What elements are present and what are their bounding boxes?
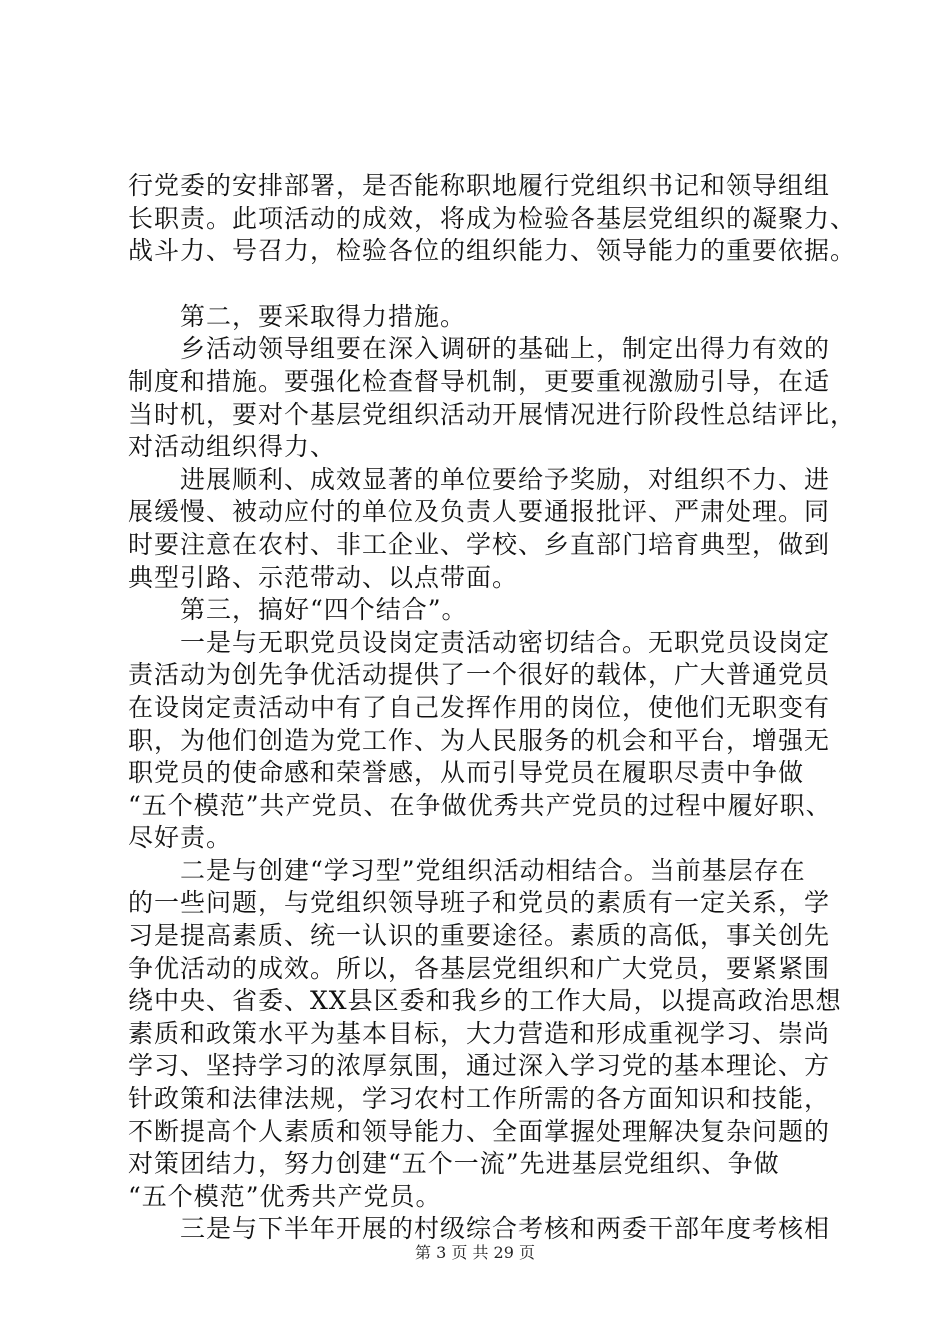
text-line: 争优活动的成效。所以，各基层党组织和广大党员，要紧紧围: [128, 953, 831, 983]
text-line: 素质和政策水平为基本目标，大力营造和形成重视学习、崇尚: [128, 1018, 831, 1048]
text-line: 当时机，要对个基层党组织活动开展情况进行阶段性总结评比，: [128, 399, 857, 429]
text-line: 制度和措施。要强化检查督导机制，更要重视激励引导，在适: [128, 366, 831, 396]
text-line: 进展顺利、成效显著的单位要给予奖励，对组织不力、进: [180, 464, 831, 494]
text-line: “五个模范”优秀共产党员。: [128, 1181, 442, 1211]
text-line: 绕中央、省委、XX县区委和我乡的工作大局，以提高政治思想: [128, 986, 842, 1016]
text-line: 对活动组织得力、: [128, 432, 337, 462]
section-heading: 第三，搞好“四个结合”。: [180, 595, 468, 625]
text-line: 二是与创建“学习型”党组织活动相结合。当前基层存在: [180, 855, 806, 885]
text-line: 行党委的安排部署，是否能称职地履行党组织书记和领导组组: [128, 171, 831, 200]
text-line: 习是提高素质、统一认识的重要途径。素质的高低，事关创先: [128, 921, 831, 951]
text-line: 一是与无职党员设岗定责活动密切结合。无职党员设岗定: [180, 627, 831, 657]
text-line: 尽好责。: [128, 823, 233, 853]
text-line: 的一些问题，与党组织领导班子和党员的素质有一定关系，学: [128, 888, 831, 918]
text-line: 不断提高个人素质和领导能力、全面掌握处理解决复杂问题的: [128, 1116, 831, 1146]
text-line: 展缓慢、被动应付的单位及负责人要通报批评、严肃处理。同: [128, 497, 831, 527]
text-line: 乡活动领导组要在深入调研的基础上，制定出得力有效的: [180, 334, 831, 364]
text-line: 责活动为创先争优活动提供了一个很好的载体，广大普通党员: [128, 660, 831, 690]
page-number-footer: 第 3 页 共 29 页: [415, 1243, 535, 1262]
paragraph-gap: [128, 268, 828, 301]
text-line: 长职责。此项活动的成效，将成为检验各基层党组织的凝聚力、: [128, 203, 857, 233]
text-line: 在设岗定责活动中有了自己发挥作用的岗位，使他们无职变有: [128, 692, 831, 722]
section-heading: 第二，要采取得力措施。: [180, 301, 467, 331]
document-body: [128, 170, 857, 1246]
text-line: 时要注意在农村、非工企业、学校、乡直部门培育典型，做到: [128, 529, 831, 559]
text-line: 三是与下半年开展的村级综合考核和两委干部年度考核相: [180, 1214, 831, 1244]
text-line: “五个模范”共产党员、在争做优秀共产党员的过程中履好职、: [128, 790, 832, 820]
text-line: 针政策和法律法规，学习农村工作所需的各方面知识和技能，: [128, 1084, 831, 1114]
text-line: 典型引路、示范带动、以点带面。: [128, 562, 519, 592]
text-line: 职党员的使命感和荣誉感，从而引导党员在履职尽责中争做: [128, 758, 805, 788]
text-line: 战斗力、号召力，检验各位的组织能力、领导能力的重要依据。: [128, 236, 857, 266]
text-line: 职，为他们创造为党工作、为人民服务的机会和平台，增强无: [128, 725, 831, 755]
text-line: 对策团结力，努力创建“五个一流”先进基层党组织、争做: [128, 1149, 780, 1179]
text-line: 学习、坚持学习的浓厚氛围，通过深入学习党的基本理论、方: [128, 1051, 831, 1081]
